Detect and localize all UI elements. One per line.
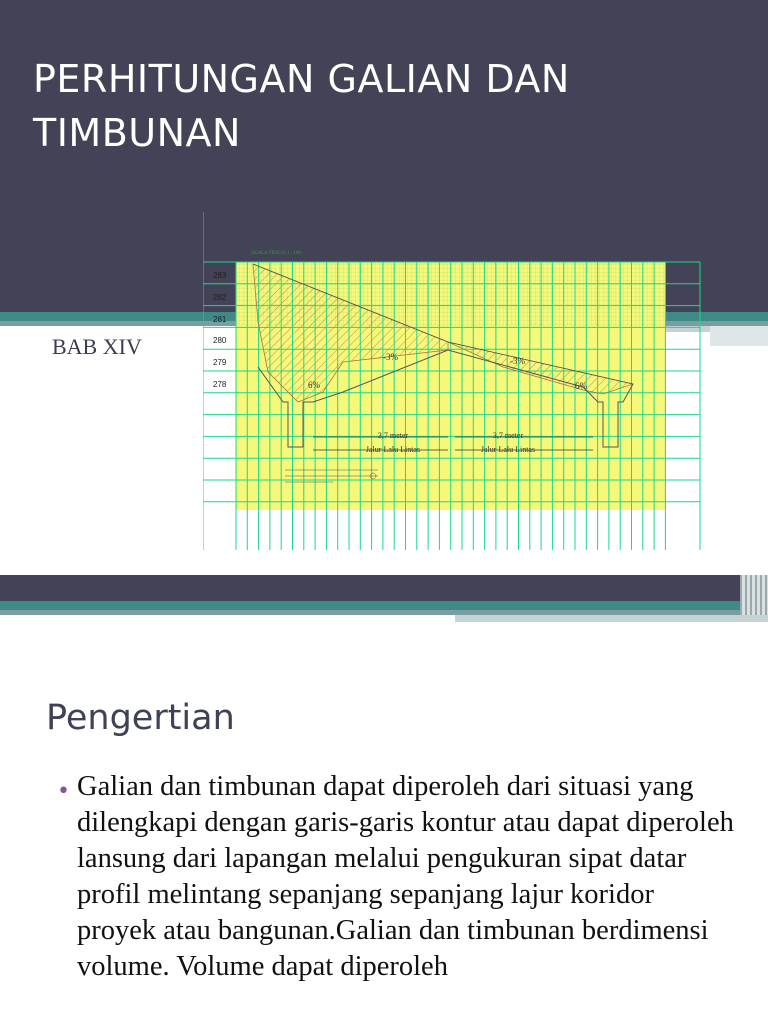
- scale-label: SKALA TINGGI 1 : 100: [251, 251, 301, 256]
- lane-name-label: Jalur Lalu Lintas: [480, 445, 536, 454]
- content-slide: [0, 628, 768, 1024]
- section-heading: Pengertian: [46, 698, 235, 738]
- separator-tab: [455, 615, 768, 622]
- slide-title: PERHITUNGAN GALIAN DAN TIMBUNAN: [33, 57, 570, 155]
- cross-section-drawing: [203, 212, 703, 552]
- separator-dark: [0, 575, 768, 601]
- lane-width-label: 3,7 meter: [492, 431, 524, 440]
- slide-subtitle: BAB XIV: [52, 334, 142, 359]
- slope-label: -3%: [510, 356, 525, 366]
- separator-teal: [0, 601, 768, 610]
- accent-tab-small: [710, 326, 768, 346]
- elevation-label: 281: [213, 315, 227, 324]
- elevation-label: 278: [213, 380, 227, 389]
- bullet-icon: •: [57, 779, 70, 804]
- elevation-label: 282: [213, 293, 227, 302]
- slope-label: 6%: [308, 380, 320, 390]
- slide-separator: [0, 575, 768, 628]
- lane-name-label: Jalur Lalu Lintas: [365, 445, 421, 454]
- separator-stripes: [740, 575, 768, 615]
- lane-width-label: 3,7 meter: [377, 431, 409, 440]
- slope-label: 6%: [575, 381, 587, 391]
- bullet-text: Galian dan timbunan dapat diperoleh dari situasi yang dilengkapi dengan garis-garis kontur atau dapat diperoleh lansung dari lapangan melalui pengukuran sipat datar profil melintang sepanjang sepanjang lajur koridor proyek atau bangunan.Galian dan timbunan berdimensi volume. Volume dapat diperoleh: [77, 771, 734, 982]
- elevation-label: 283: [213, 271, 227, 280]
- slope-label: -3%: [383, 352, 398, 362]
- elevation-label: 279: [213, 358, 227, 367]
- elevation-label: 280: [213, 336, 227, 345]
